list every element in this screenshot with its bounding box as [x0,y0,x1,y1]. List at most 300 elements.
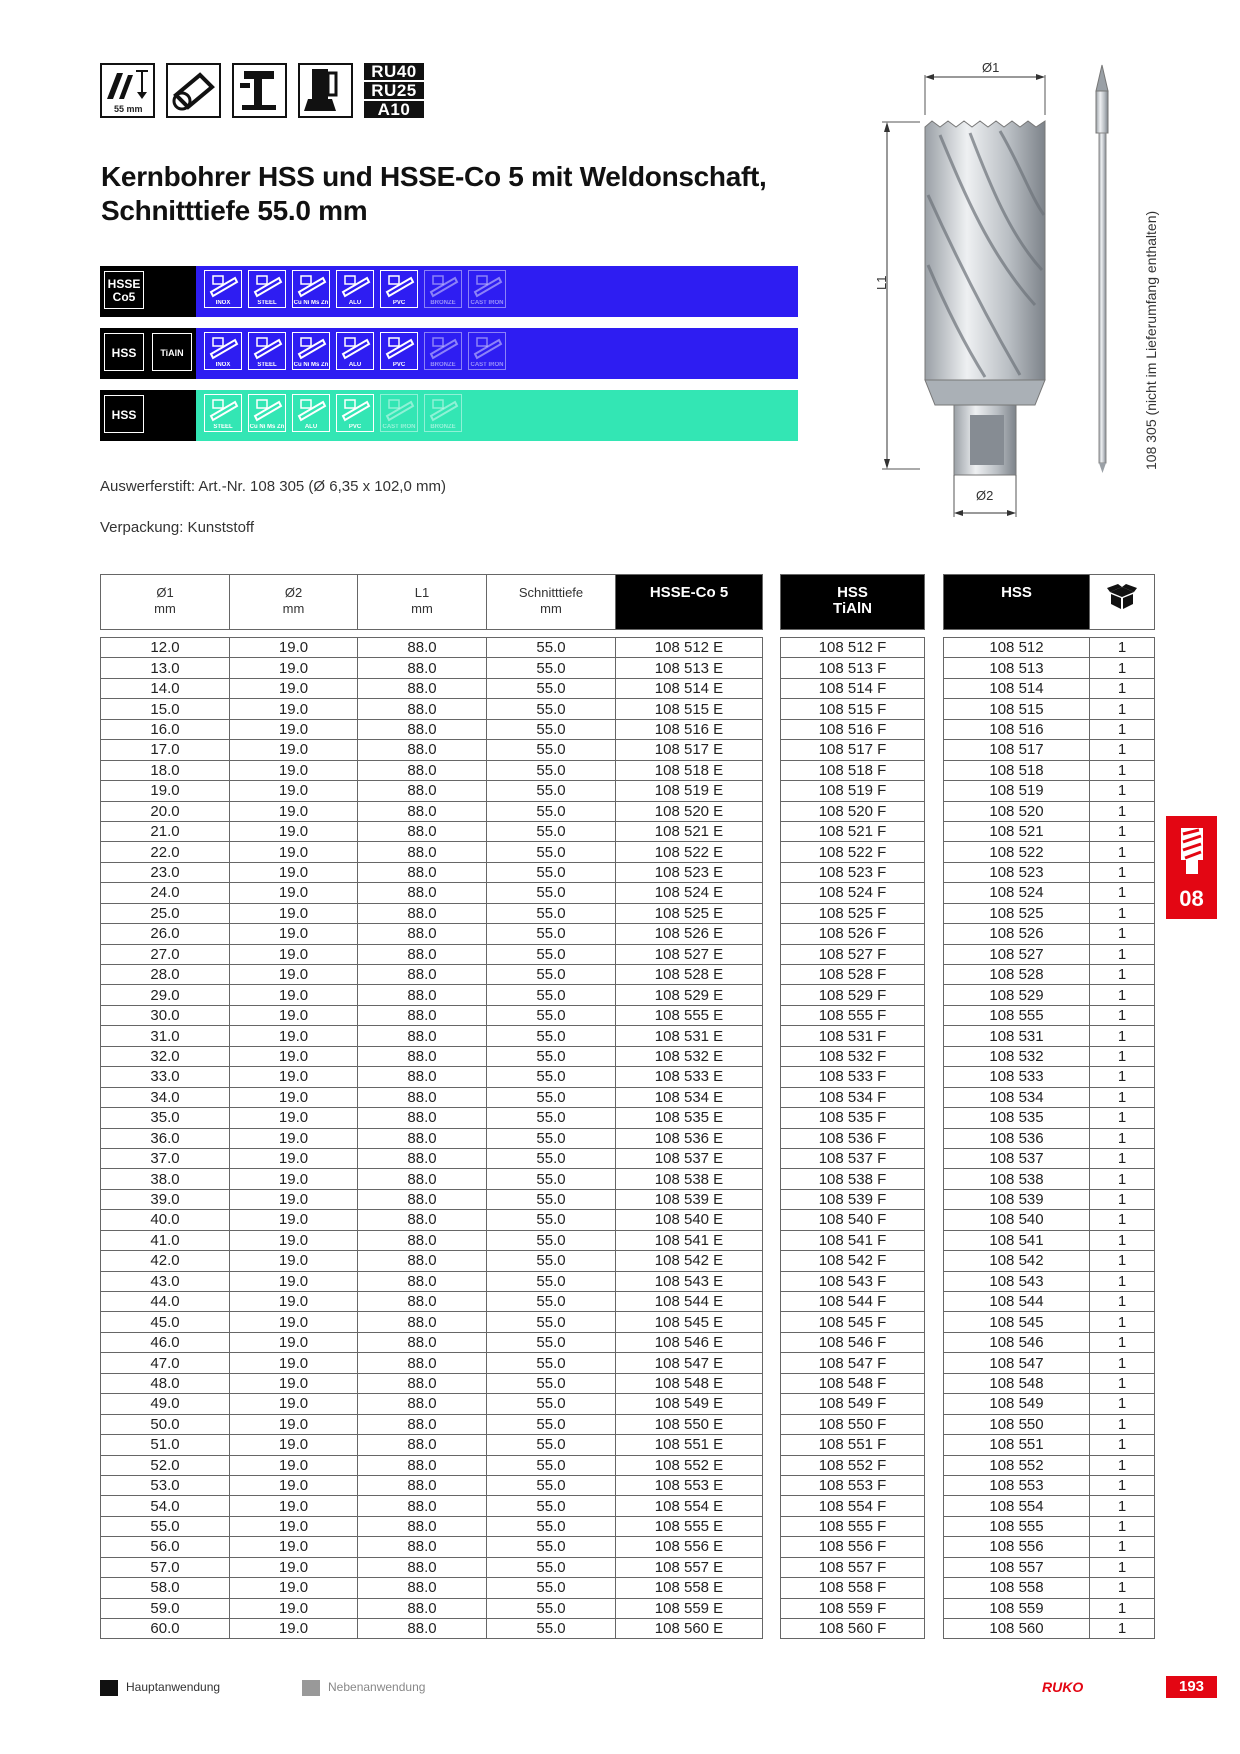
table-cell: 108 551 [944,1435,1090,1455]
table-cell: 57.0 [101,1557,230,1577]
pvc-material-icon [380,332,418,370]
cu-ni-ms-zn-material-icon [248,394,286,432]
table-cell: 108 533 [944,1067,1090,1087]
table-cell: 1 [1090,1435,1155,1455]
table-cell: 108 514 F [781,678,925,698]
bronze-material-icon [424,332,462,370]
table-row [944,1394,1155,1414]
table-cell: 19.0 [230,1128,358,1148]
table-cell: 108 516 E [616,719,763,739]
table-cell: 108 516 [944,719,1090,739]
table-cell: 55.0 [487,1292,616,1312]
table-cell: 108 520 E [616,801,763,821]
table-row [101,1210,763,1230]
table-cell: 55.0 [487,1251,616,1271]
table-cell: 108 553 E [616,1475,763,1495]
table-cell: 1 [1090,1475,1155,1495]
table-cell: 1 [1090,1230,1155,1250]
table-row [944,1271,1155,1291]
table-cell: 88.0 [358,1046,487,1066]
table-cell: 55.0 [487,1046,616,1066]
table-cell: 88.0 [358,842,487,862]
table-cell: 20.0 [101,801,230,821]
table-row [944,842,1155,862]
table-row [101,1046,763,1066]
dim-l1-label: L1 [874,275,889,290]
table-cell: 108 538 [944,1169,1090,1189]
table-row [944,719,1155,739]
table-cell: 108 542 [944,1251,1090,1271]
table-cell: 108 558 E [616,1578,763,1598]
table-row [101,1373,763,1393]
table-cell: 108 533 F [781,1067,925,1087]
table-cell: 108 519 E [616,781,763,801]
table-row [781,1353,925,1373]
table-cell: 19.0 [230,1394,358,1414]
table-cell: 1 [1090,1598,1155,1618]
table-cell: 55.0 [101,1516,230,1536]
material-icons-strip [196,390,798,441]
table-cell: 108 529 F [781,985,925,1005]
table-row [101,1516,763,1536]
col-hss: HSS [944,575,1090,630]
table-row [101,1189,763,1209]
brand-logo: RUKO [1042,1679,1084,1695]
table-cell: 88.0 [358,985,487,1005]
table-cell: 55.0 [487,1312,616,1332]
table-cell: 22.0 [101,842,230,862]
packaging-note: Verpackung: Kunststoff [100,519,254,536]
table-row [101,1026,763,1046]
table-cell: 1 [1090,1292,1155,1312]
table-cell: 19.0 [230,1598,358,1618]
table-cell: 108 539 E [616,1189,763,1209]
table-row [781,903,925,923]
table-cell: 108 523 E [616,862,763,882]
table-cell: 55.0 [487,842,616,862]
table-row [944,1516,1155,1536]
table-cell: 108 555 F [781,1516,925,1536]
table-row [944,1537,1155,1557]
table-cell: 19.0 [230,883,358,903]
table-cell: 108 552 [944,1455,1090,1475]
table-row [944,740,1155,760]
table-cell: 1 [1090,1271,1155,1291]
table-cell: 55.0 [487,1271,616,1291]
table-cell: 1 [1090,1148,1155,1168]
table-cell: 88.0 [358,944,487,964]
table-cell: 19.0 [230,924,358,944]
table-row [944,1578,1155,1598]
material-icons-strip [196,266,798,317]
table-cell: 108 518 F [781,760,925,780]
table-cell: 1 [1090,719,1155,739]
table-cell: 1 [1090,740,1155,760]
table-cell: 108 517 F [781,740,925,760]
table-cell: 55.0 [487,903,616,923]
core-drill-icon [1179,826,1205,876]
table-row [944,1557,1155,1577]
table-row [781,862,925,882]
table-cell: 108 550 E [616,1414,763,1434]
table-cell: 108 545 [944,1312,1090,1332]
table-cell: 26.0 [101,924,230,944]
table-cell: 55.0 [487,1353,616,1373]
table-cell: 108 517 [944,740,1090,760]
alu-material-icon [292,394,330,432]
table-cell: 108 527 F [781,944,925,964]
table-cell: 55.0 [487,699,616,719]
table-row [101,883,763,903]
table-cell: 108 515 F [781,699,925,719]
table-cell: 88.0 [358,1516,487,1536]
table-row [101,1292,763,1312]
table-cell: 1 [1090,1332,1155,1352]
table-row [781,883,925,903]
table-cell: 1 [1090,1026,1155,1046]
table-cell: 88.0 [358,1557,487,1577]
table-cell: 88.0 [358,1230,487,1250]
table-cell: 108 512 E [616,638,763,658]
table-cell: 1 [1090,1067,1155,1087]
table-cell: 25.0 [101,903,230,923]
table-cell: 108 538 E [616,1169,763,1189]
material-band-3 [100,390,798,441]
table-cell: 108 515 [944,699,1090,719]
table-cell: 108 546 F [781,1332,925,1352]
table-row [101,1312,763,1332]
table-cell: 108 533 E [616,1067,763,1087]
table-cell: 108 547 E [616,1353,763,1373]
table-cell: 55.0 [487,965,616,985]
table-row [944,1496,1155,1516]
material-name: STEEL [257,362,277,368]
table-cell: 1 [1090,638,1155,658]
table-cell: 55.0 [487,638,616,658]
table-cell: 23.0 [101,862,230,882]
table-cell: 108 542 E [616,1251,763,1271]
table-row [101,1578,763,1598]
table-cell: 88.0 [358,1128,487,1148]
table-cell: 108 535 E [616,1108,763,1128]
table-cell: 54.0 [101,1496,230,1516]
table-cell: 108 529 [944,985,1090,1005]
material-name: Cu Ni Ms Zn [293,362,329,368]
table-cell: 108 555 [944,1516,1090,1536]
table-row [781,1475,925,1495]
table-row [781,1312,925,1332]
steel-type-label [100,328,196,379]
col-hsse-co5: HSSE-Co 5 [616,575,763,630]
material-name: Cu Ni Ms Zn [293,300,329,306]
table-cell: 88.0 [358,1353,487,1373]
table-cell: 1 [1090,924,1155,944]
table-row [944,1373,1155,1393]
table-cell: 108 518 [944,760,1090,780]
table-cell: 1 [1090,965,1155,985]
table-cell: 108 549 F [781,1394,925,1414]
table-row [781,1455,925,1475]
table-row [944,1332,1155,1352]
table-cell: 55.0 [487,862,616,882]
table-cell: 108 529 E [616,985,763,1005]
table-cell: 108 527 E [616,944,763,964]
table-cell: 108 532 E [616,1046,763,1066]
table-cell: 21.0 [101,821,230,841]
table-cell: 108 540 F [781,1210,925,1230]
main-use-legend: Hauptanwendung [126,1680,221,1694]
table-cell: 41.0 [101,1230,230,1250]
inox-material-icon [204,332,242,370]
table-row [944,1619,1155,1639]
table-row [781,1067,925,1087]
table-cell: 108 518 E [616,760,763,780]
table-cell: 19.0 [230,1353,358,1373]
table-cell: 108 521 E [616,821,763,841]
table-cell: 19.0 [230,1475,358,1495]
table-cell: 45.0 [101,1312,230,1332]
secondary-use-icon [302,1680,320,1696]
table-row [101,740,763,760]
table-cell: 108 544 E [616,1292,763,1312]
table-cell: 88.0 [358,781,487,801]
table-cell: 88.0 [358,1332,487,1352]
table-cell: 88.0 [358,801,487,821]
table-cell: 19.0 [230,1108,358,1128]
table-cell: 32.0 [101,1046,230,1066]
table-cell: 108 524 E [616,883,763,903]
table-row [781,1435,925,1455]
table-cell: 35.0 [101,1108,230,1128]
material-band-2 [100,328,798,379]
table-cell: 108 541 F [781,1230,925,1250]
alu-material-icon [336,270,374,308]
table-cell: 1 [1090,1108,1155,1128]
table-cell: 108 519 F [781,781,925,801]
table-row [781,965,925,985]
table-row [944,801,1155,821]
steel-type-tag: TiAlN [152,333,192,371]
material-name: BRONZE [430,424,456,430]
table-cell: 56.0 [101,1537,230,1557]
table-cell: 55.0 [487,740,616,760]
table-cell: 19.0 [230,1210,358,1230]
table-cell: 19.0 [230,1537,358,1557]
table-row [781,1026,925,1046]
table-row [781,1332,925,1352]
table-cell: 108 513 E [616,658,763,678]
table-cell: 55.0 [487,1189,616,1209]
table-cell: 1 [1090,903,1155,923]
table-row [944,1148,1155,1168]
table-row [781,1516,925,1536]
table-cell: 108 524 F [781,883,925,903]
table-cell: 1 [1090,1537,1155,1557]
table-cell: 108 517 E [616,740,763,760]
table-row [944,1414,1155,1434]
pvc-material-icon [336,394,374,432]
table-cell: 88.0 [358,1005,487,1025]
table-cell: 55.0 [487,760,616,780]
material-name: STEEL [257,300,277,306]
table-cell: 53.0 [101,1475,230,1495]
table-cell: 108 551 E [616,1435,763,1455]
table-cell: 19.0 [230,801,358,821]
table-row [101,821,763,841]
table-cell: 108 539 [944,1189,1090,1209]
core-drill-drawing [870,55,1170,525]
table-cell: 55.0 [487,1108,616,1128]
dimensions-hsse-table [100,574,763,1639]
table-cell: 19.0 [230,821,358,841]
table-cell: 19.0 [230,1087,358,1107]
table-cell: 108 556 [944,1537,1090,1557]
table-cell: 108 535 [944,1108,1090,1128]
table-cell: 88.0 [358,1578,487,1598]
table-cell: 88.0 [358,883,487,903]
table-cell: 19.0 [230,740,358,760]
table-row [101,965,763,985]
table-cell: 108 536 E [616,1128,763,1148]
page-number: 193 [1166,1676,1217,1698]
table-row [101,1005,763,1025]
table-cell: 19.0 [230,1148,358,1168]
table-cell: 108 528 F [781,965,925,985]
table-cell: 88.0 [358,1108,487,1128]
table-cell: 88.0 [358,1435,487,1455]
table-cell: 108 548 E [616,1373,763,1393]
cast-iron-material-icon [468,332,506,370]
inox-material-icon [204,270,242,308]
table-cell: 108 554 F [781,1496,925,1516]
table-cell: 108 537 [944,1148,1090,1168]
table-row [101,1271,763,1291]
table-cell: 19.0 [230,658,358,678]
table-cell: 108 555 E [616,1516,763,1536]
alu-material-icon [336,332,374,370]
table-cell: 48.0 [101,1373,230,1393]
steel-type-tag: HSSE Co5 [104,271,144,309]
table-cell: 19.0 [230,1189,358,1209]
col-depth: Schnitttiefe mm [487,575,616,630]
table-row [781,1005,925,1025]
table-cell: 19.0 [230,1292,358,1312]
material-name: PVC [392,300,406,306]
table-cell: 19.0 [230,1026,358,1046]
table-cell: 1 [1090,1046,1155,1066]
table-cell: 55.0 [487,1619,616,1639]
table-cell: 55.0 [487,1516,616,1536]
table-row [781,1087,925,1107]
table-cell: 88.0 [358,862,487,882]
badge-a10: A10 [364,101,424,118]
table-row [781,1230,925,1250]
table-cell: 19.0 [230,1557,358,1577]
table-cell: 29.0 [101,985,230,1005]
table-cell: 88.0 [358,719,487,739]
table-cell: 19.0 [230,699,358,719]
chapter-tab[interactable] [1166,816,1217,919]
table-row [101,1455,763,1475]
table-cell: 108 544 F [781,1292,925,1312]
table-cell: 15.0 [101,699,230,719]
table-cell: 88.0 [358,1373,487,1393]
table-row [944,1455,1155,1475]
table-cell: 55.0 [487,1067,616,1087]
table-cell: 108 554 E [616,1496,763,1516]
table-cell: 108 516 F [781,719,925,739]
table-cell: 108 523 F [781,862,925,882]
table-cell: 60.0 [101,1619,230,1639]
table-cell: 108 559 E [616,1598,763,1618]
table-cell: 108 525 F [781,903,925,923]
table-cell: 88.0 [358,1148,487,1168]
table-cell: 42.0 [101,1251,230,1271]
table-cell: 59.0 [101,1598,230,1618]
table-cell: 19.0 [230,1496,358,1516]
table-cell: 19.0 [230,1251,358,1271]
table-row [781,985,925,1005]
table-cell: 19.0 [230,985,358,1005]
table-cell: 108 539 F [781,1189,925,1209]
table-cell: 33.0 [101,1067,230,1087]
table-cell: 19.0 [230,1046,358,1066]
table-row [781,1394,925,1414]
table-cell: 40.0 [101,1210,230,1230]
table-cell: 37.0 [101,1148,230,1168]
material-name: CAST IRON [382,424,416,430]
table-cell: 108 556 F [781,1537,925,1557]
table-row [101,1414,763,1434]
table-cell: 1 [1090,1414,1155,1434]
hss-tialn-table [780,574,925,1639]
table-cell: 108 526 E [616,924,763,944]
table-cell: 13.0 [101,658,230,678]
table-cell: 108 532 [944,1046,1090,1066]
table-row [101,944,763,964]
table-cell: 17.0 [101,740,230,760]
table-cell: 19.0 [230,1435,358,1455]
table-cell: 108 522 [944,842,1090,862]
table-row [781,678,925,698]
table-cell: 19.0 [230,1312,358,1332]
table-row [944,903,1155,923]
table-cell: 55.0 [487,1435,616,1455]
table-cell: 108 523 [944,862,1090,882]
table-cell: 55.0 [487,985,616,1005]
material-name: ALU [348,300,362,306]
table-cell: 55.0 [487,1598,616,1618]
table-cell: 19.0 [230,965,358,985]
table-row [101,1537,763,1557]
table-cell: 88.0 [358,1271,487,1291]
table-cell: 55.0 [487,924,616,944]
table-cell: 1 [1090,699,1155,719]
table-row [781,1251,925,1271]
table-cell: 88.0 [358,1475,487,1495]
table-row [781,1108,925,1128]
table-cell: 1 [1090,801,1155,821]
table-row [101,1128,763,1148]
table-cell: 88.0 [358,1087,487,1107]
table-cell: 108 535 F [781,1108,925,1128]
table-cell: 19.0 [101,781,230,801]
pvc-material-icon [380,270,418,308]
steel-material-icon [204,394,242,432]
table-cell: 19.0 [230,760,358,780]
material-name: PVC [392,362,406,368]
table-cell: 55.0 [487,658,616,678]
